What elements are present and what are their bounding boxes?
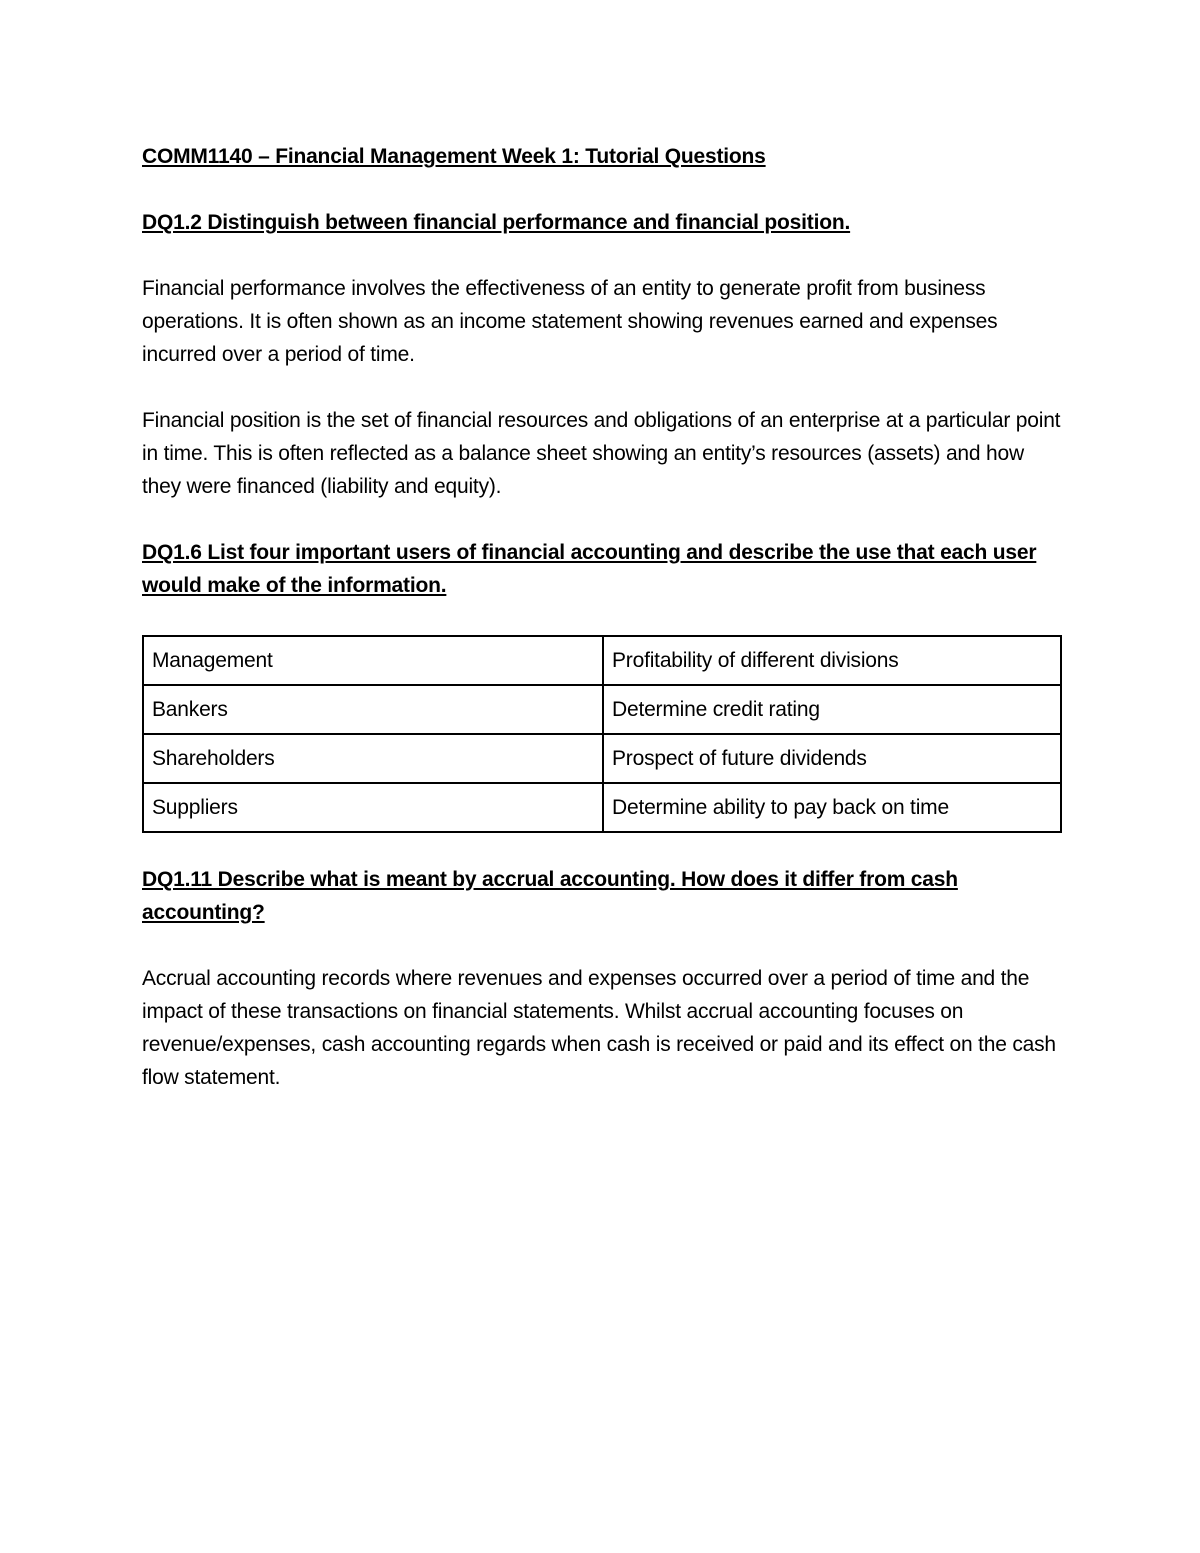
table-cell-user: Shareholders bbox=[143, 734, 603, 783]
table-cell-user: Management bbox=[143, 636, 603, 685]
document-page bbox=[142, 140, 1062, 1127]
table-cell-use: Prospect of future dividends bbox=[603, 734, 1061, 783]
table-cell-use: Determine credit rating bbox=[603, 685, 1061, 734]
answer-paragraph-performance: Financial performance involves the effectiveness of an entity to generate profit from business operations. It is often shown as an income statement showing revenues earned and expenses incurred over a period of time. bbox=[142, 277, 998, 366]
table-cell-use: Profitability of different divisions bbox=[603, 636, 1061, 685]
question-heading-dq1-6: DQ1.6 List four important users of financial accounting and describe the use that each user would make of the information. bbox=[142, 541, 1037, 597]
question-heading-dq1-2: DQ1.2 Distinguish between financial performance and financial position. bbox=[142, 211, 851, 234]
table-row bbox=[143, 734, 1061, 783]
table-cell-use: Determine ability to pay back on time bbox=[603, 783, 1061, 832]
users-table bbox=[142, 635, 1062, 833]
table-row bbox=[143, 636, 1061, 685]
document-title: COMM1140 – Financial Management Week 1: Tutorial Questions bbox=[142, 145, 766, 168]
table-cell-user: Suppliers bbox=[143, 783, 603, 832]
table-cell-user: Bankers bbox=[143, 685, 603, 734]
question-heading-dq1-11: DQ1.11 Describe what is meant by accrual accounting. How does it differ from cash accounting? bbox=[142, 868, 958, 924]
answer-paragraph-accrual: Accrual accounting records where revenues and expenses occurred over a period of time and the impact of these transactions on financial statements. Whilst accrual accounting focuses on revenue/expenses, cash accounting regards when cash is received or paid and its effect on the cash flow statement. bbox=[142, 967, 1056, 1089]
answer-paragraph-position: Financial position is the set of financial resources and obligations of an enterprise at a particular point in time. This is often reflected as a balance sheet showing an entity’s resources (assets) and how they were financed (liability and equity). bbox=[142, 409, 1061, 498]
table-row bbox=[143, 685, 1061, 734]
table-row bbox=[143, 783, 1061, 832]
